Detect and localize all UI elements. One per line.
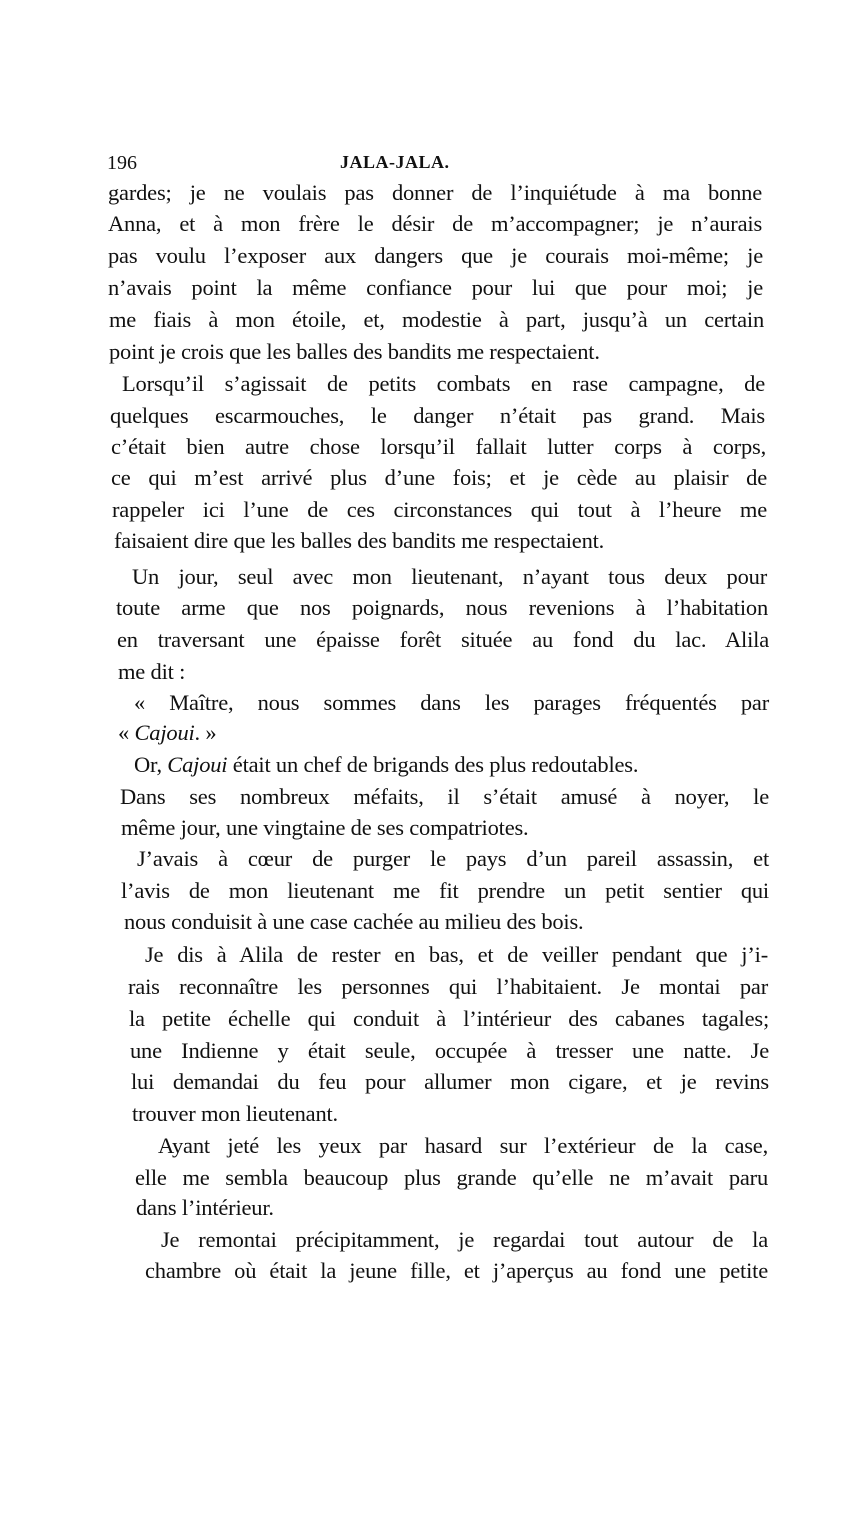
text-line: rappeler ici l’une de ces circonstances qui tout à l’heure me — [112, 497, 767, 522]
text-line: ce qui m’est arrivé plus d’une fois; et je cède au plaisir de — [111, 465, 767, 490]
italic-name: Cajoui — [167, 752, 228, 777]
text-line — [118, 720, 216, 746]
page-number: 196 — [107, 152, 137, 174]
text-line: nous conduisit à une case cachée au milieu des bois. — [124, 909, 584, 934]
text-line: « Maître, nous sommes dans les parages fréquentés par — [134, 690, 769, 715]
text-line: me fiais à mon étoile, et, modestie à part, jusqu’à un certain — [109, 307, 764, 332]
text-line: rais reconnaître les personnes qui l’habitaient. Je montai par — [128, 974, 768, 999]
text-line: Dans ses nombreux méfaits, il s’était amusé à noyer, le — [120, 784, 769, 809]
text-line: Ayant jeté les yeux par hasard sur l’extérieur de la case, — [158, 1133, 768, 1158]
text-line: Lorsqu’il s’agissait de petits combats en rase campagne, de — [122, 371, 765, 396]
text-line: lui demandai du feu pour allumer mon cigare, et je revins — [131, 1069, 769, 1094]
text-line: n’avais point la même confiance pour lui que pour moi; je — [108, 275, 763, 300]
text-line: Anna, et à mon frère le désir de m’accompagner; je n’aurais — [108, 211, 762, 236]
text-line: la petite échelle qui conduit à l’intérieur des cabanes tagales; — [129, 1006, 769, 1031]
text-line: une Indienne y était seule, occupée à tresser une natte. Je — [130, 1038, 769, 1063]
text-line: Je dis à Alila de rester en bas, et de veiller pendant que j’i- — [145, 942, 768, 967]
text-segment: « — [118, 720, 135, 745]
text-line: me dit : — [118, 659, 186, 684]
text-line: elle me sembla beaucoup plus grande qu’elle ne m’avait paru — [135, 1165, 768, 1190]
text-line: faisaient dire que les balles des bandits me respectaient. — [114, 528, 605, 553]
text-line: J’avais à cœur de purger le pays d’un pareil assassin, et — [137, 846, 769, 871]
text-segment: était un chef de brigands des plus redoutables. — [227, 752, 639, 777]
text-line: gardes; je ne voulais pas donner de l’inquiétude à ma bonne — [108, 180, 762, 205]
text-line: Un jour, seul avec mon lieutenant, n’ayant tous deux pour — [132, 564, 767, 589]
text-line: chambre où était la jeune fille, et j’aperçus au fond une petite — [145, 1258, 768, 1283]
text-line: même jour, une vingtaine de ses compatriotes. — [121, 815, 529, 840]
text-line: Je remontai précipitamment, je regardai tout autour de la — [161, 1227, 768, 1252]
text-line: trouver mon lieutenant. — [132, 1101, 338, 1126]
text-segment: . » — [194, 720, 217, 745]
text-line: l’avis de mon lieutenant me fit prendre un petit sentier qui — [121, 878, 769, 903]
text-line: c’était bien autre chose lorsqu’il fallait lutter corps à corps, — [111, 434, 766, 459]
italic-name: Cajoui — [134, 720, 195, 745]
text-line: toute arme que nos poignards, nous revenions à l’habitation — [116, 595, 768, 620]
text-line: quelques escarmouches, le danger n’était pas grand. Mais — [110, 403, 765, 428]
text-line: pas voulu l’exposer aux dangers que je courais moi-même; je — [108, 243, 763, 268]
text-segment: Or, — [134, 752, 168, 777]
text-line: point je crois que les balles des bandits me respectaient. — [109, 339, 600, 364]
text-line: dans l’intérieur. — [136, 1195, 274, 1220]
running-title: JALA-JALA. — [340, 152, 450, 172]
text-line — [134, 752, 638, 778]
text-line: en traversant une épaisse forêt située au fond du lac. Alila — [117, 627, 769, 652]
